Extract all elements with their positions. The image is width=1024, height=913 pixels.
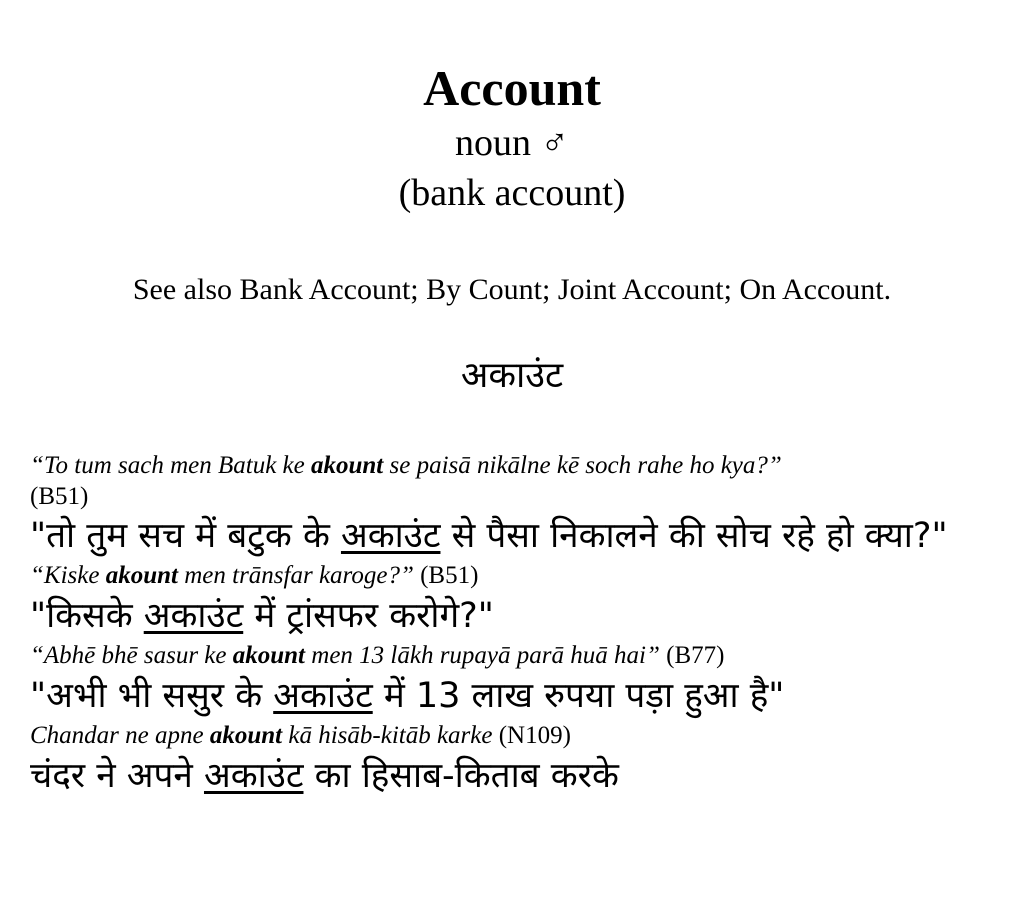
example-list — [30, 450, 1020, 800]
example-hindi — [30, 752, 1020, 800]
see-also-line: See also Bank Account; By Count; Joint Account; On Account. — [132, 273, 892, 306]
translit-keyword: akount — [232, 642, 306, 669]
hindi-keyword: अकाउंट — [143, 596, 244, 636]
example-hindi — [30, 592, 1020, 640]
example-transliteration — [30, 560, 1020, 592]
hindi-after: में 13 लाख रुपया पड़ा हुआ है" — [372, 676, 785, 716]
example-source: (B77) — [666, 642, 725, 669]
example-item — [30, 640, 1020, 720]
hindi-keyword: अकाउंट — [340, 516, 441, 556]
example-source: (N109) — [498, 722, 571, 749]
translit-before: “To tum sach men Batuk ke — [30, 452, 311, 479]
translit-before: “Kiske — [30, 562, 106, 589]
example-source: (B51) — [420, 562, 479, 589]
translit-keyword: akount — [311, 452, 384, 479]
hindi-after: में ट्रांसफर करोगे?" — [243, 596, 494, 636]
hindi-before: चंदर ने अपने — [30, 756, 204, 796]
example-item — [30, 560, 1020, 640]
translit-after: men 13 lākh rupayā parā huā hai” — [305, 642, 660, 669]
hindi-after: का हिसाब-किताब करके — [303, 756, 619, 796]
entry-gloss: (bank account) — [398, 172, 626, 214]
translit-keyword: akount — [105, 562, 178, 589]
translit-after: se paisā nikālne kē soch rahe ho kya?” — [383, 452, 782, 479]
example-hindi — [30, 512, 1020, 560]
hindi-keyword: अकाउंट — [273, 676, 373, 716]
entry-headword: Account — [423, 60, 601, 116]
translit-before: “Abhē bhē sasur ke — [30, 642, 233, 669]
part-of-speech: noun ♂ — [455, 122, 569, 164]
translit-before: Chandar ne apne — [30, 722, 210, 749]
hindi-before: "तो तुम सच में बटुक के — [30, 516, 341, 556]
hindi-headword: अकाउंट — [460, 355, 564, 396]
hindi-after: से पैसा निकालने की सोच रहे हो क्या?" — [440, 516, 948, 556]
example-transliteration — [30, 450, 1020, 482]
translit-after: kā hisāb-kitāb karke — [282, 722, 493, 749]
hindi-before: "अभी भी ससुर के — [30, 676, 274, 716]
translit-keyword: akount — [209, 722, 283, 749]
example-item — [30, 450, 1020, 560]
example-transliteration — [30, 720, 1020, 752]
hindi-before: "किसके — [30, 596, 144, 636]
example-item — [30, 720, 1020, 800]
example-transliteration — [30, 640, 1020, 672]
example-hindi — [30, 672, 1020, 720]
hindi-keyword: अकाउंट — [203, 756, 304, 796]
translit-after: men trānsfar karoge?” — [177, 562, 414, 589]
example-source: (B51) — [30, 483, 89, 510]
